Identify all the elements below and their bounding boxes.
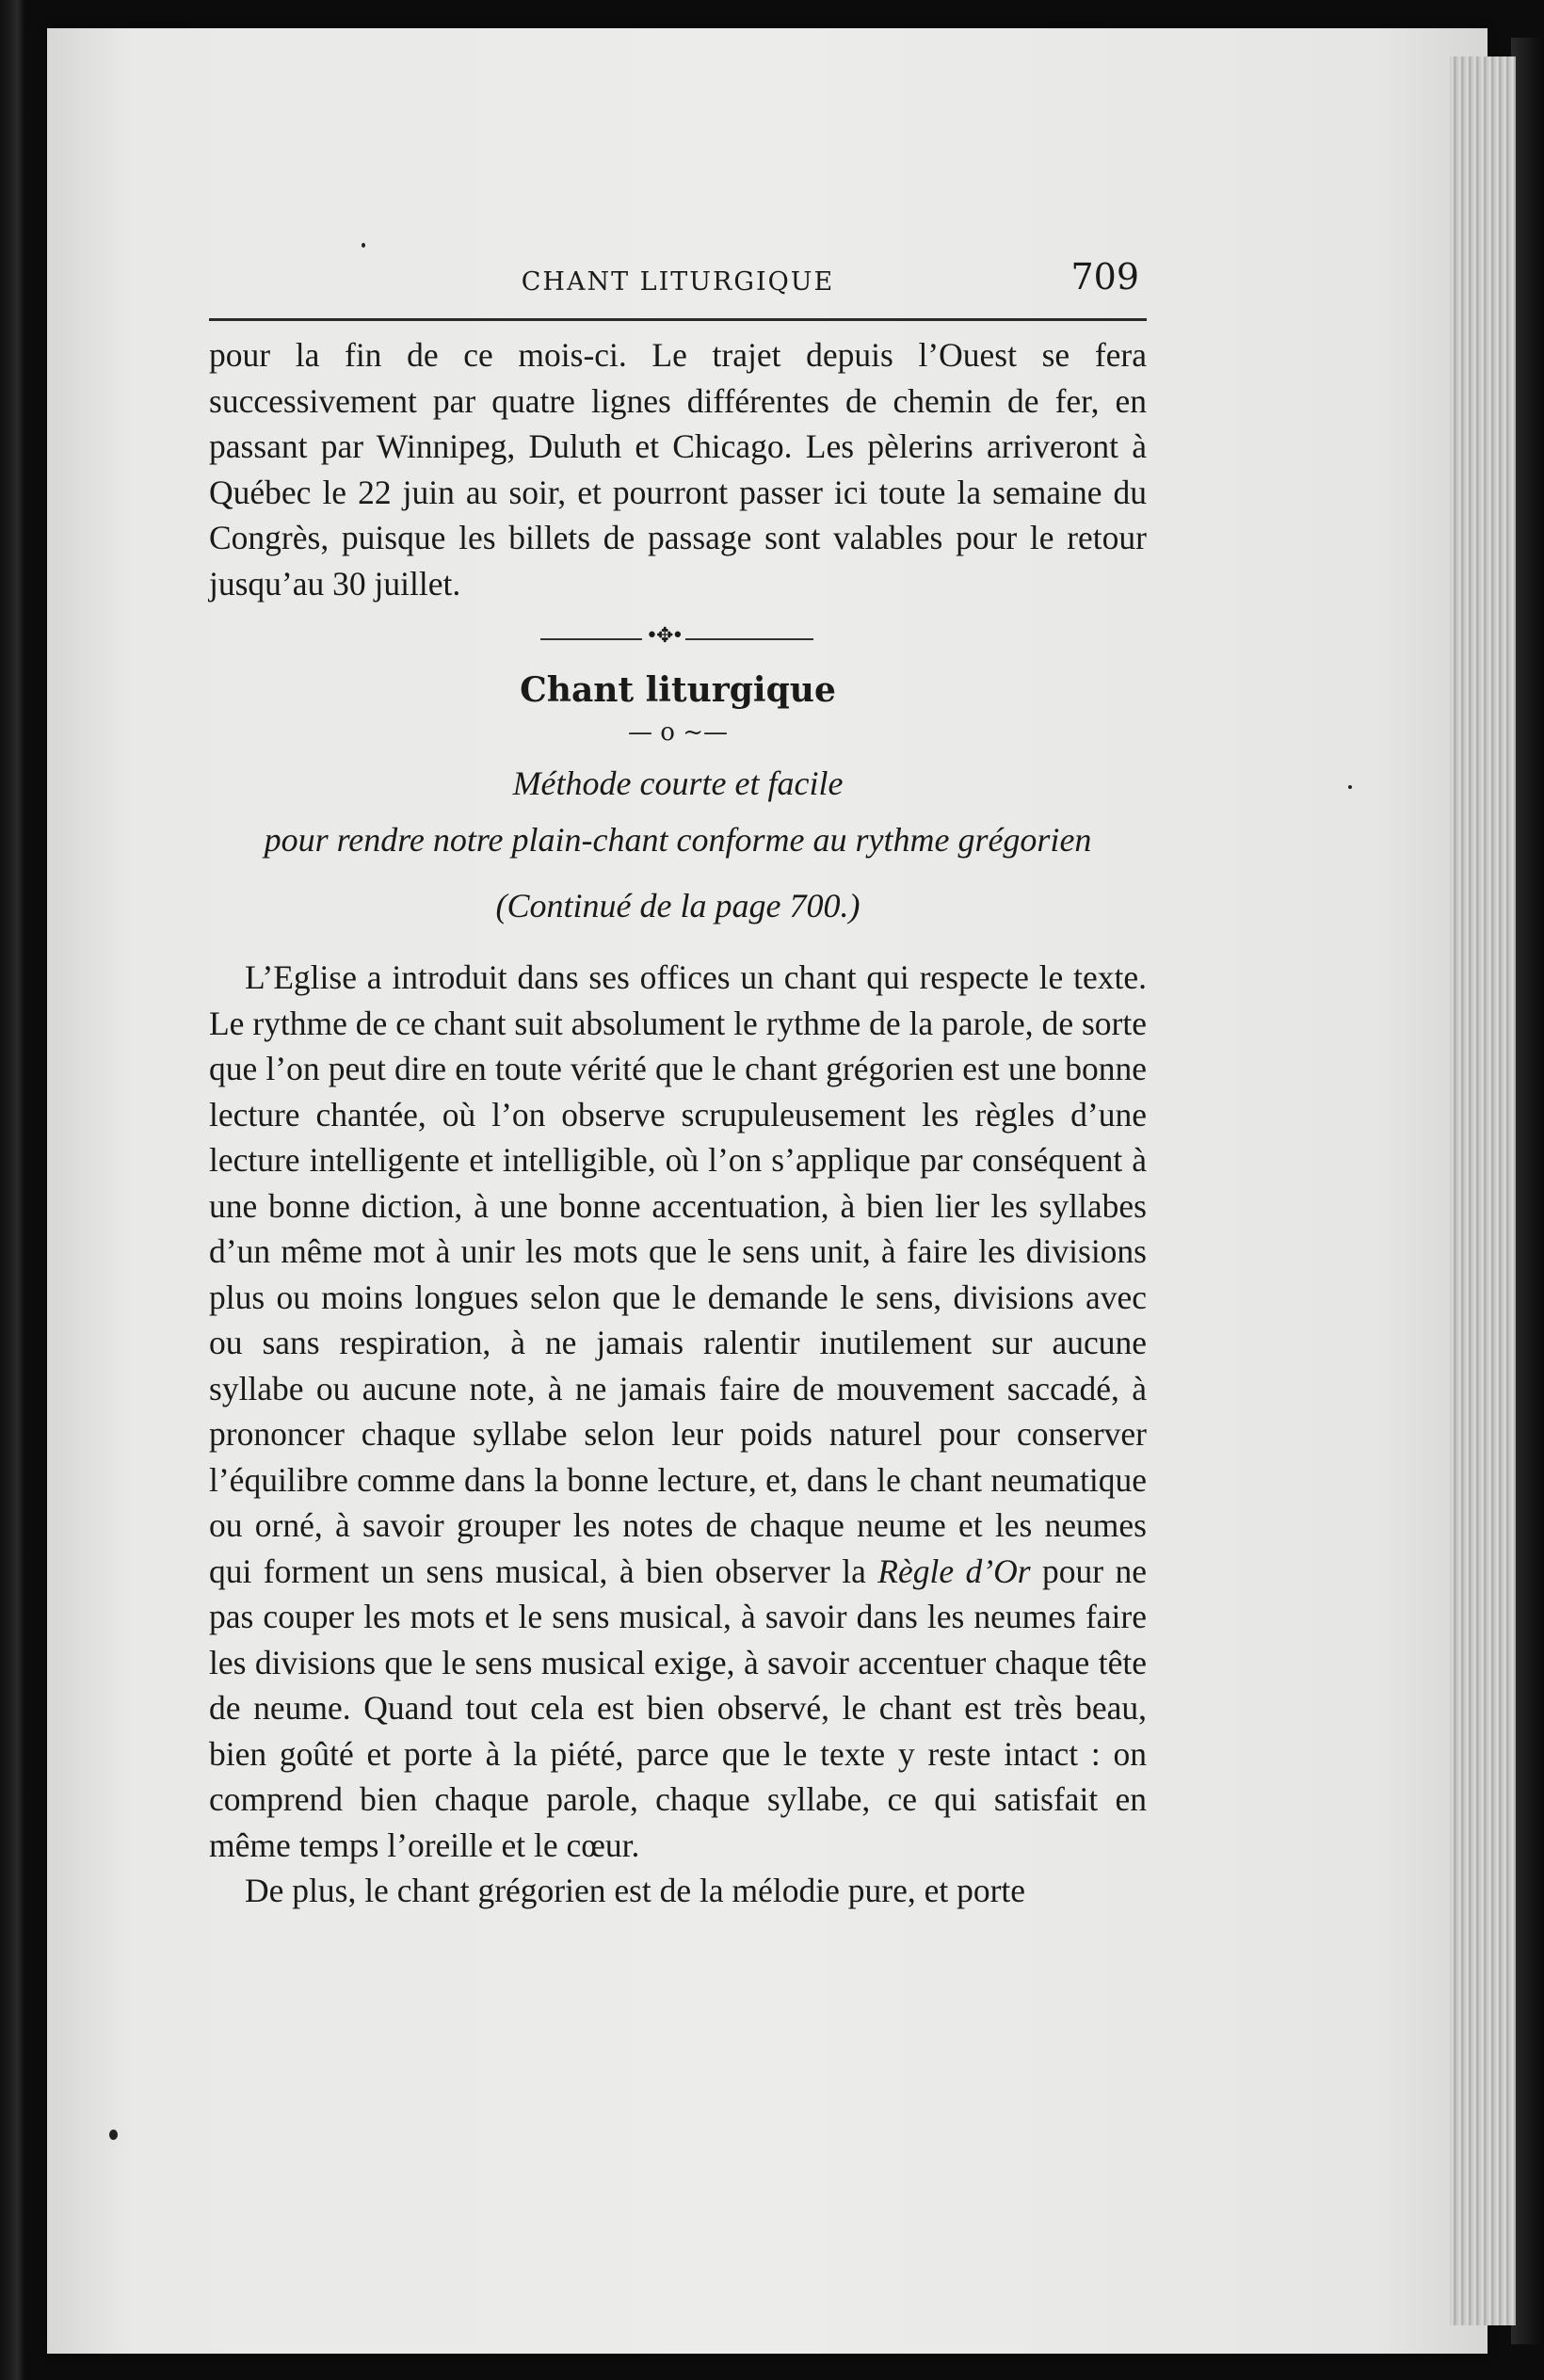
- running-title: CHANT LITURGIQUE: [521, 267, 835, 297]
- article-subtitle-line-2: pour rendre notre plain-chant conforme au rythme grégorien: [264, 821, 1092, 859]
- article-title: Chant liturgique: [520, 670, 836, 710]
- paragraph-text: L’Eglise a introduit dans ses offices un chant qui respecte le texte. Le rythme de ce chant suit absolument le rythme de la parole, de sorte que l’on peut dire en toute vérité que le chant grégorien est une bonne lecture chantée, où l’on observe scrupuleusement les règles d’une lecture intelligente et intelligible, où l’on s’applique par conséquent à une bonne diction, à une bonne accentuation, à bien lier les syllabes d’un même mot à unir les mots que le sens unit, à faire les divisions plus ou moins longues selon que le demande le sens, divisions avec ou sans respiration, à ne jamais ralentir inutilement sur aucune syllabe ou aucune note, à ne jamais faire de mouvement saccadé, à prononcer chaque syllabe selon leur poids naturel pour conserver l’équilibre comme dans la bonne lecture, et, dans le chant neumatique ou orné, à savoir grouper les notes de chaque neume et les neumes qui forment un sens musical, à bien observer la: [209, 958, 1147, 1590]
- article-subtitle: Méthode courte et facile: [512, 764, 844, 802]
- section-separator: [209, 619, 1147, 657]
- page-stack-edge: [1450, 56, 1516, 2325]
- left-page-edge: [0, 0, 24, 2380]
- paragraph-text-cont: pour ne pas couper les mots et le sens musical, à savoir dans les neumes faire les divisions que le sens musical exige, à savoir accentuer chaque tête de neume. Quand tout cela est bien observé, le chant est très beau, bien goûté et porte à la piété, parce que le texte y reste intact : on comprend bien chaque parole, chaque syllabe, ce qui satisfait en même temps l’oreille et le cœur.: [209, 1552, 1147, 1864]
- dust-speck: [1348, 785, 1352, 789]
- emphasis-text: Règle d’Or: [877, 1552, 1031, 1590]
- dust-speck: [362, 243, 365, 248]
- continued-note: (Continué de la page 700.): [495, 887, 860, 925]
- title-ornament: — o ~—: [628, 718, 728, 747]
- body-paragraph: [209, 955, 1147, 1868]
- page-content: [209, 254, 1147, 1914]
- article-body: [209, 955, 1147, 1914]
- page-number: 709: [1070, 256, 1139, 298]
- body-paragraph: De plus, le chant grégorien est de la mélodie pure, et porte: [245, 1872, 1026, 1909]
- book-edge-shadow: [1511, 38, 1544, 2344]
- dust-speck: [109, 2130, 118, 2140]
- running-header: [209, 254, 1147, 321]
- intro-paragraph: pour la fin de ce mois-ci. Le trajet depuis l’Ouest se fera successivement par quatre lignes différentes de chemin de fer, en passant par Winnipeg, Duluth et Chicago. Les pèlerins arriveront à Québec le 22 juin au soir, et pourront passer ici toute la semaine du Congrès, puisque les billets de passage sont valables pour le retour jusqu’au 30 juillet.: [209, 336, 1147, 603]
- separator-ornament: •✥•: [642, 624, 685, 648]
